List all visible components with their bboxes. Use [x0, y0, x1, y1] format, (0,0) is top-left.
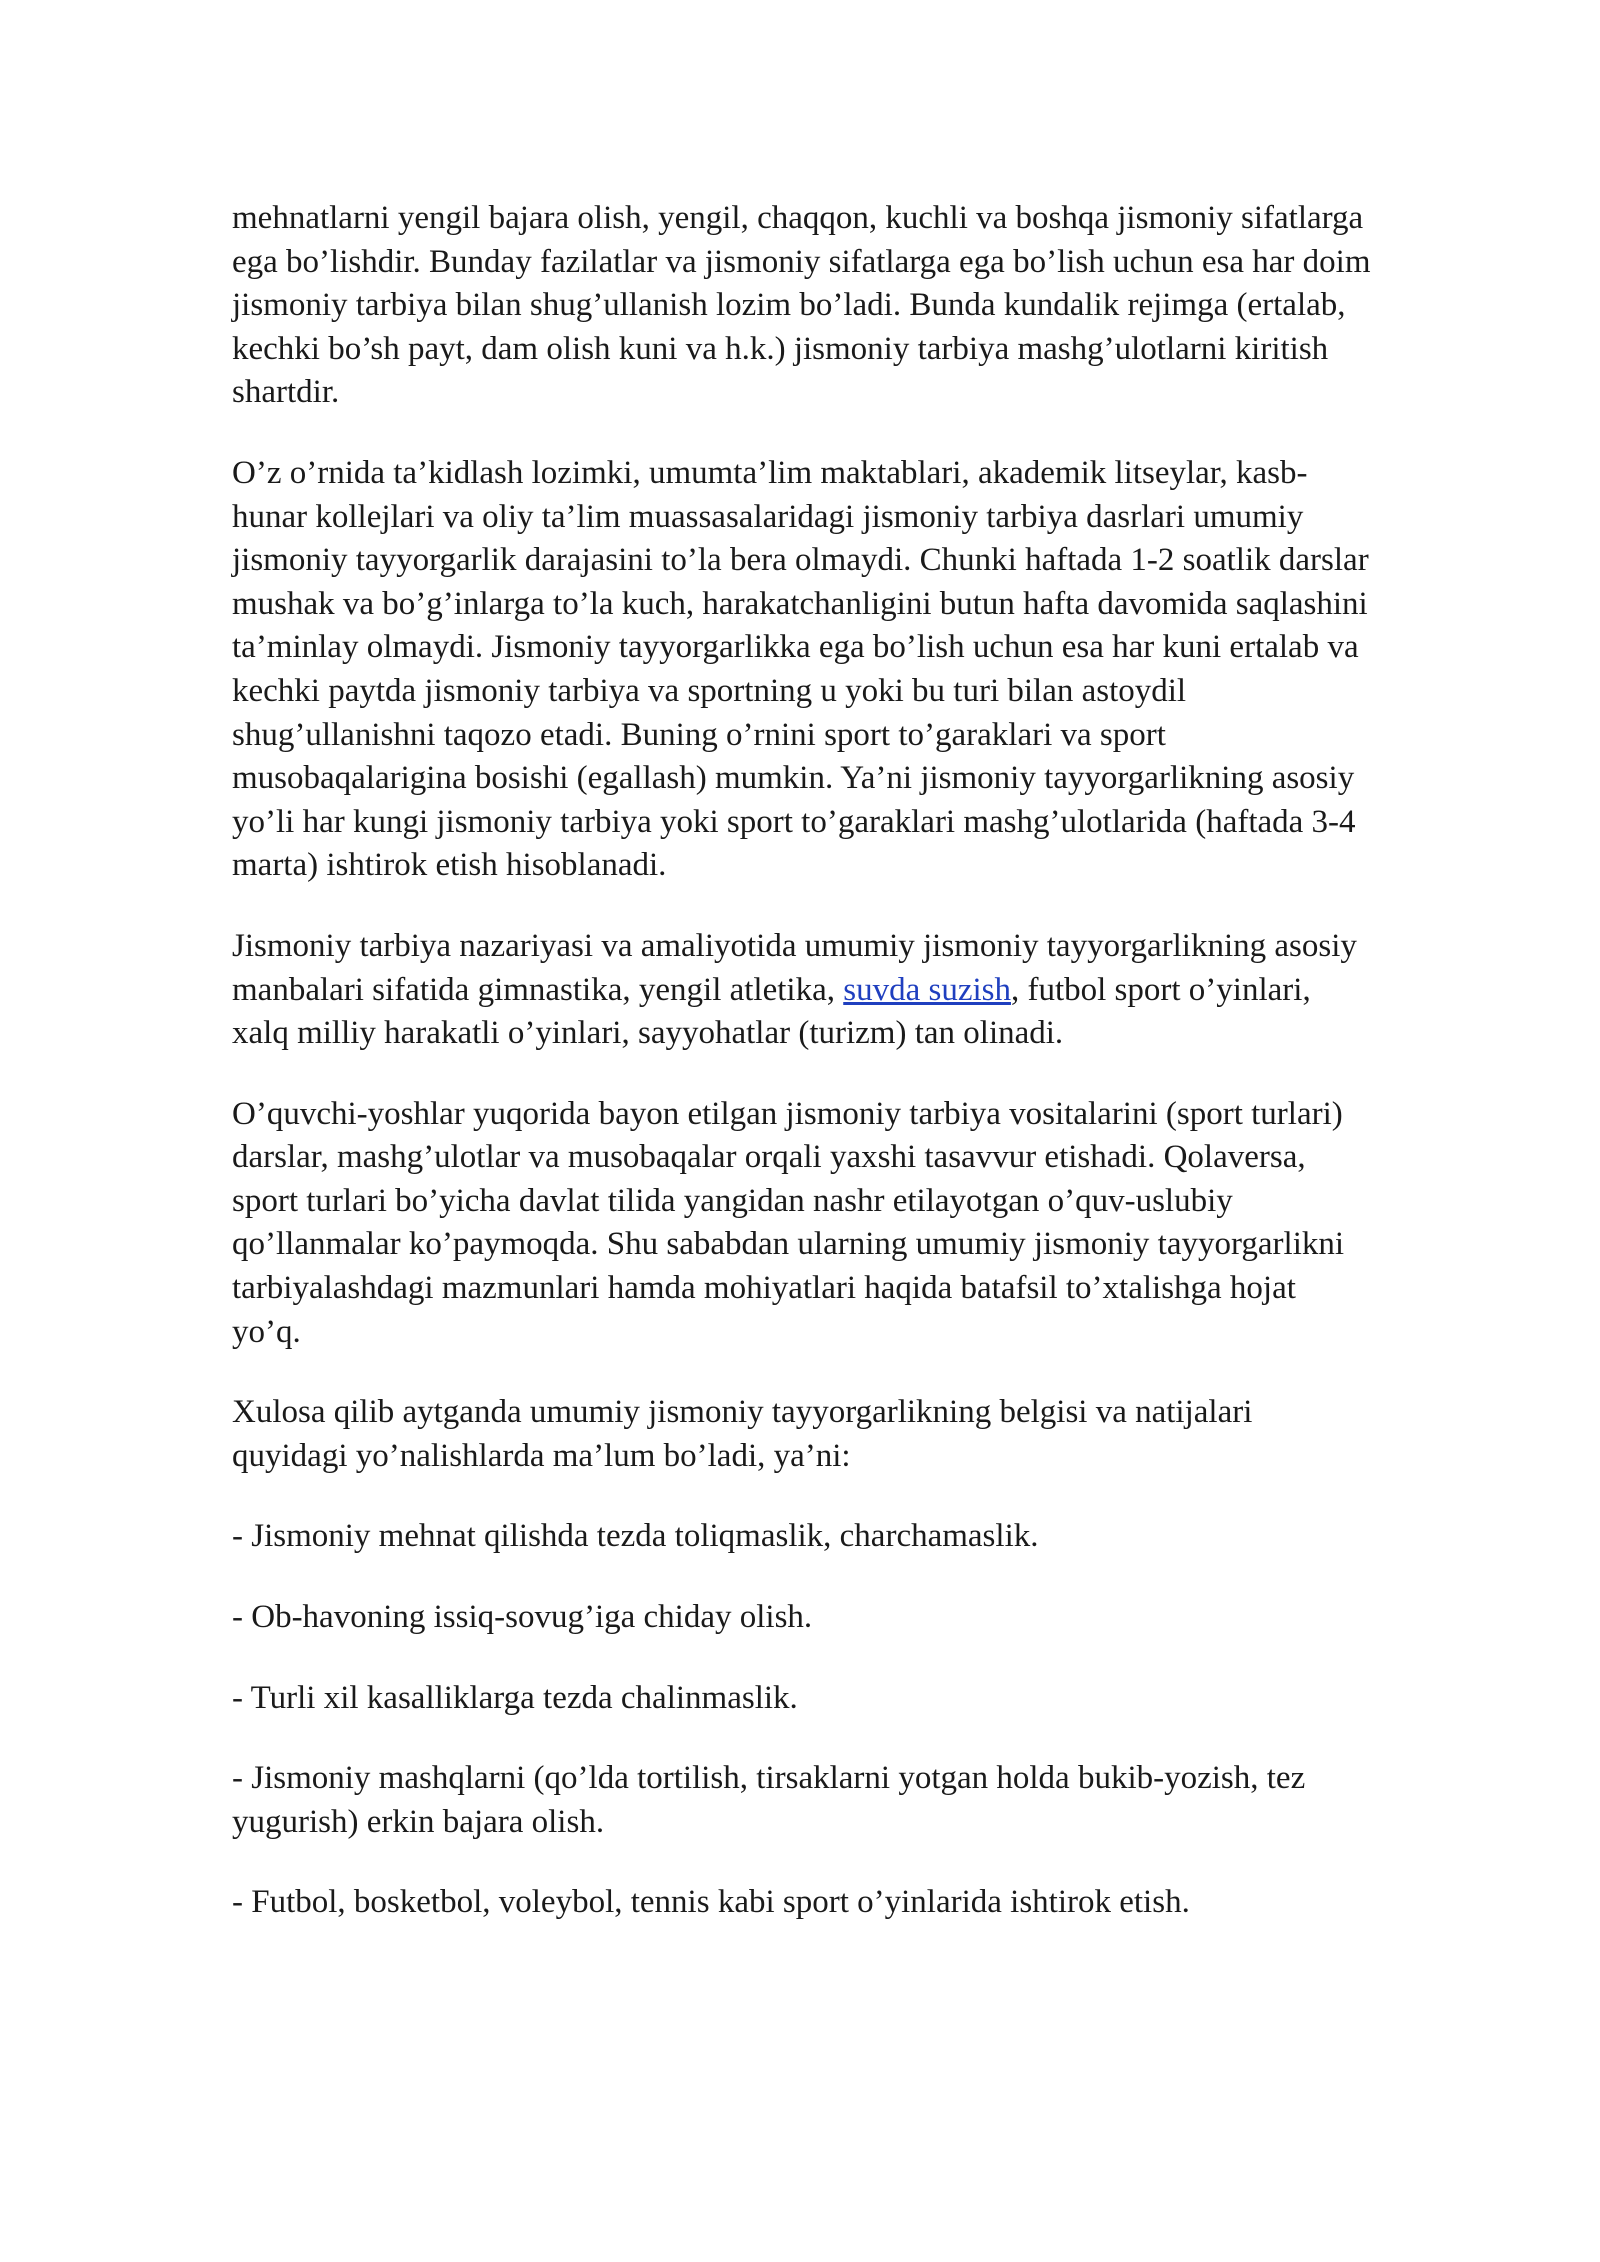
list-item: - Jismoniy mashqlarni (qo’lda tortilish, tirsaklarni yotgan holda bukib-yozish, tez yugurish) erkin bajara olish.: [232, 1760, 1306, 1840]
list-item: - Jismoniy mehnat qilishda tezda toliqmaslik, charchamaslik.: [232, 1518, 1039, 1555]
paragraph-3-text-after: , futbol sport o’yinlari, xalq milliy harakatli o’yinlari, sayyohatlar (turizm) tan olinadi.: [232, 971, 1311, 1052]
document-body: [232, 197, 1372, 1962]
paragraph-3-text-before: Jismoniy tarbiya nazariyasi va amaliyotida umumiy jismoniy tayyorgarlikning asosiy manbalari sifatida gimnastika, yengil atletika,: [232, 927, 1357, 1008]
list-item: - Futbol, bosketbol, voleybol, tennis kabi sport o’yinlarida ishtirok etish.: [232, 1884, 1190, 1921]
list-item: - Turli xil kasalliklarga tezda chalinmaslik.: [232, 1679, 798, 1716]
paragraph-2: O’z o’rnida ta’kidlash lozimki, umumta’lim maktablari, akademik litseylar, kasb-hunar kollejlari va oliy ta’lim muassasalaridagi jismoniy tarbiya dasrlari umumiy jismoniy tayyorgarlik darajasini to’la bera olmaydi. Chunki haftada 1-2 soatlik darslar mushak va bo’g’inlarga to’la kuch, harakatchanligini butun hafta davomida saqlashini ta’minlay olmaydi. Jismoniy tayyorgarlikka ega bo’lish uchun esa har kuni ertalab va kechki paytda jismoniy tarbiya va sportning u yoki bu turi bilan astoydil shug’ullanishni taqozo etadi. Buning o’rnini sport to’garaklari va sport musobaqalarigina bosishi (egallash) mumkin. Ya’ni jismoniy tayyorgarlikning asosiy yo’li har kungi jismoniy tarbiya yoki sport to’garaklari mashg’ulotlarida (haftada 3-4 marta) ishtirok etish hisoblanadi.: [232, 454, 1369, 884]
paragraph-3: [232, 925, 1372, 1056]
list-item: - Ob-havoning issiq-sovug’iga chiday olish.: [232, 1599, 813, 1636]
paragraph-4: O’quvchi-yoshlar yuqorida bayon etilgan jismoniy tarbiya vositalarini (sport turlari) darslar, mashg’ulotlar va musobaqalar orqali yaxshi tasavvur etishadi. Qolaversa, sport turlari bo’yicha davlat tilida yangidan nashr etilayotgan o’quv-uslubiy qo’llanmalar ko’paymoqda. Shu sababdan ularning umumiy jismoniy tayyorgarlikni tarbiyalashdagi mazmunlari hamda mohiyatlari haqida batafsil to’xtalishga hojat yo’q.: [232, 1095, 1345, 1350]
suvda-suzish-link[interactable]: suvda suzish: [843, 971, 1011, 1008]
paragraph-5: Xulosa qilib aytganda umumiy jismoniy tayyorgarlikning belgisi va natijalari quyidagi yo’nalishlarda ma’lum bo’ladi, ya’ni:: [232, 1394, 1253, 1474]
paragraph-1: mehnatlarni yengil bajara olish, yengil, chaqqon, kuchli va boshqa jismoniy sifatlarga ega bo’lishdir. Bunday fazilatlar va jismoniy sifatlarga ega bo’lish uchun esa har doim jismoniy tarbiya bilan shug’ullanish lozim bo’ladi. Bunda kundalik rejimga (ertalab, kechki bo’sh payt, dam olish kuni va h.k.) jismoniy tarbiya mashg’ulotlarni kiritish shartdir.: [232, 200, 1371, 411]
